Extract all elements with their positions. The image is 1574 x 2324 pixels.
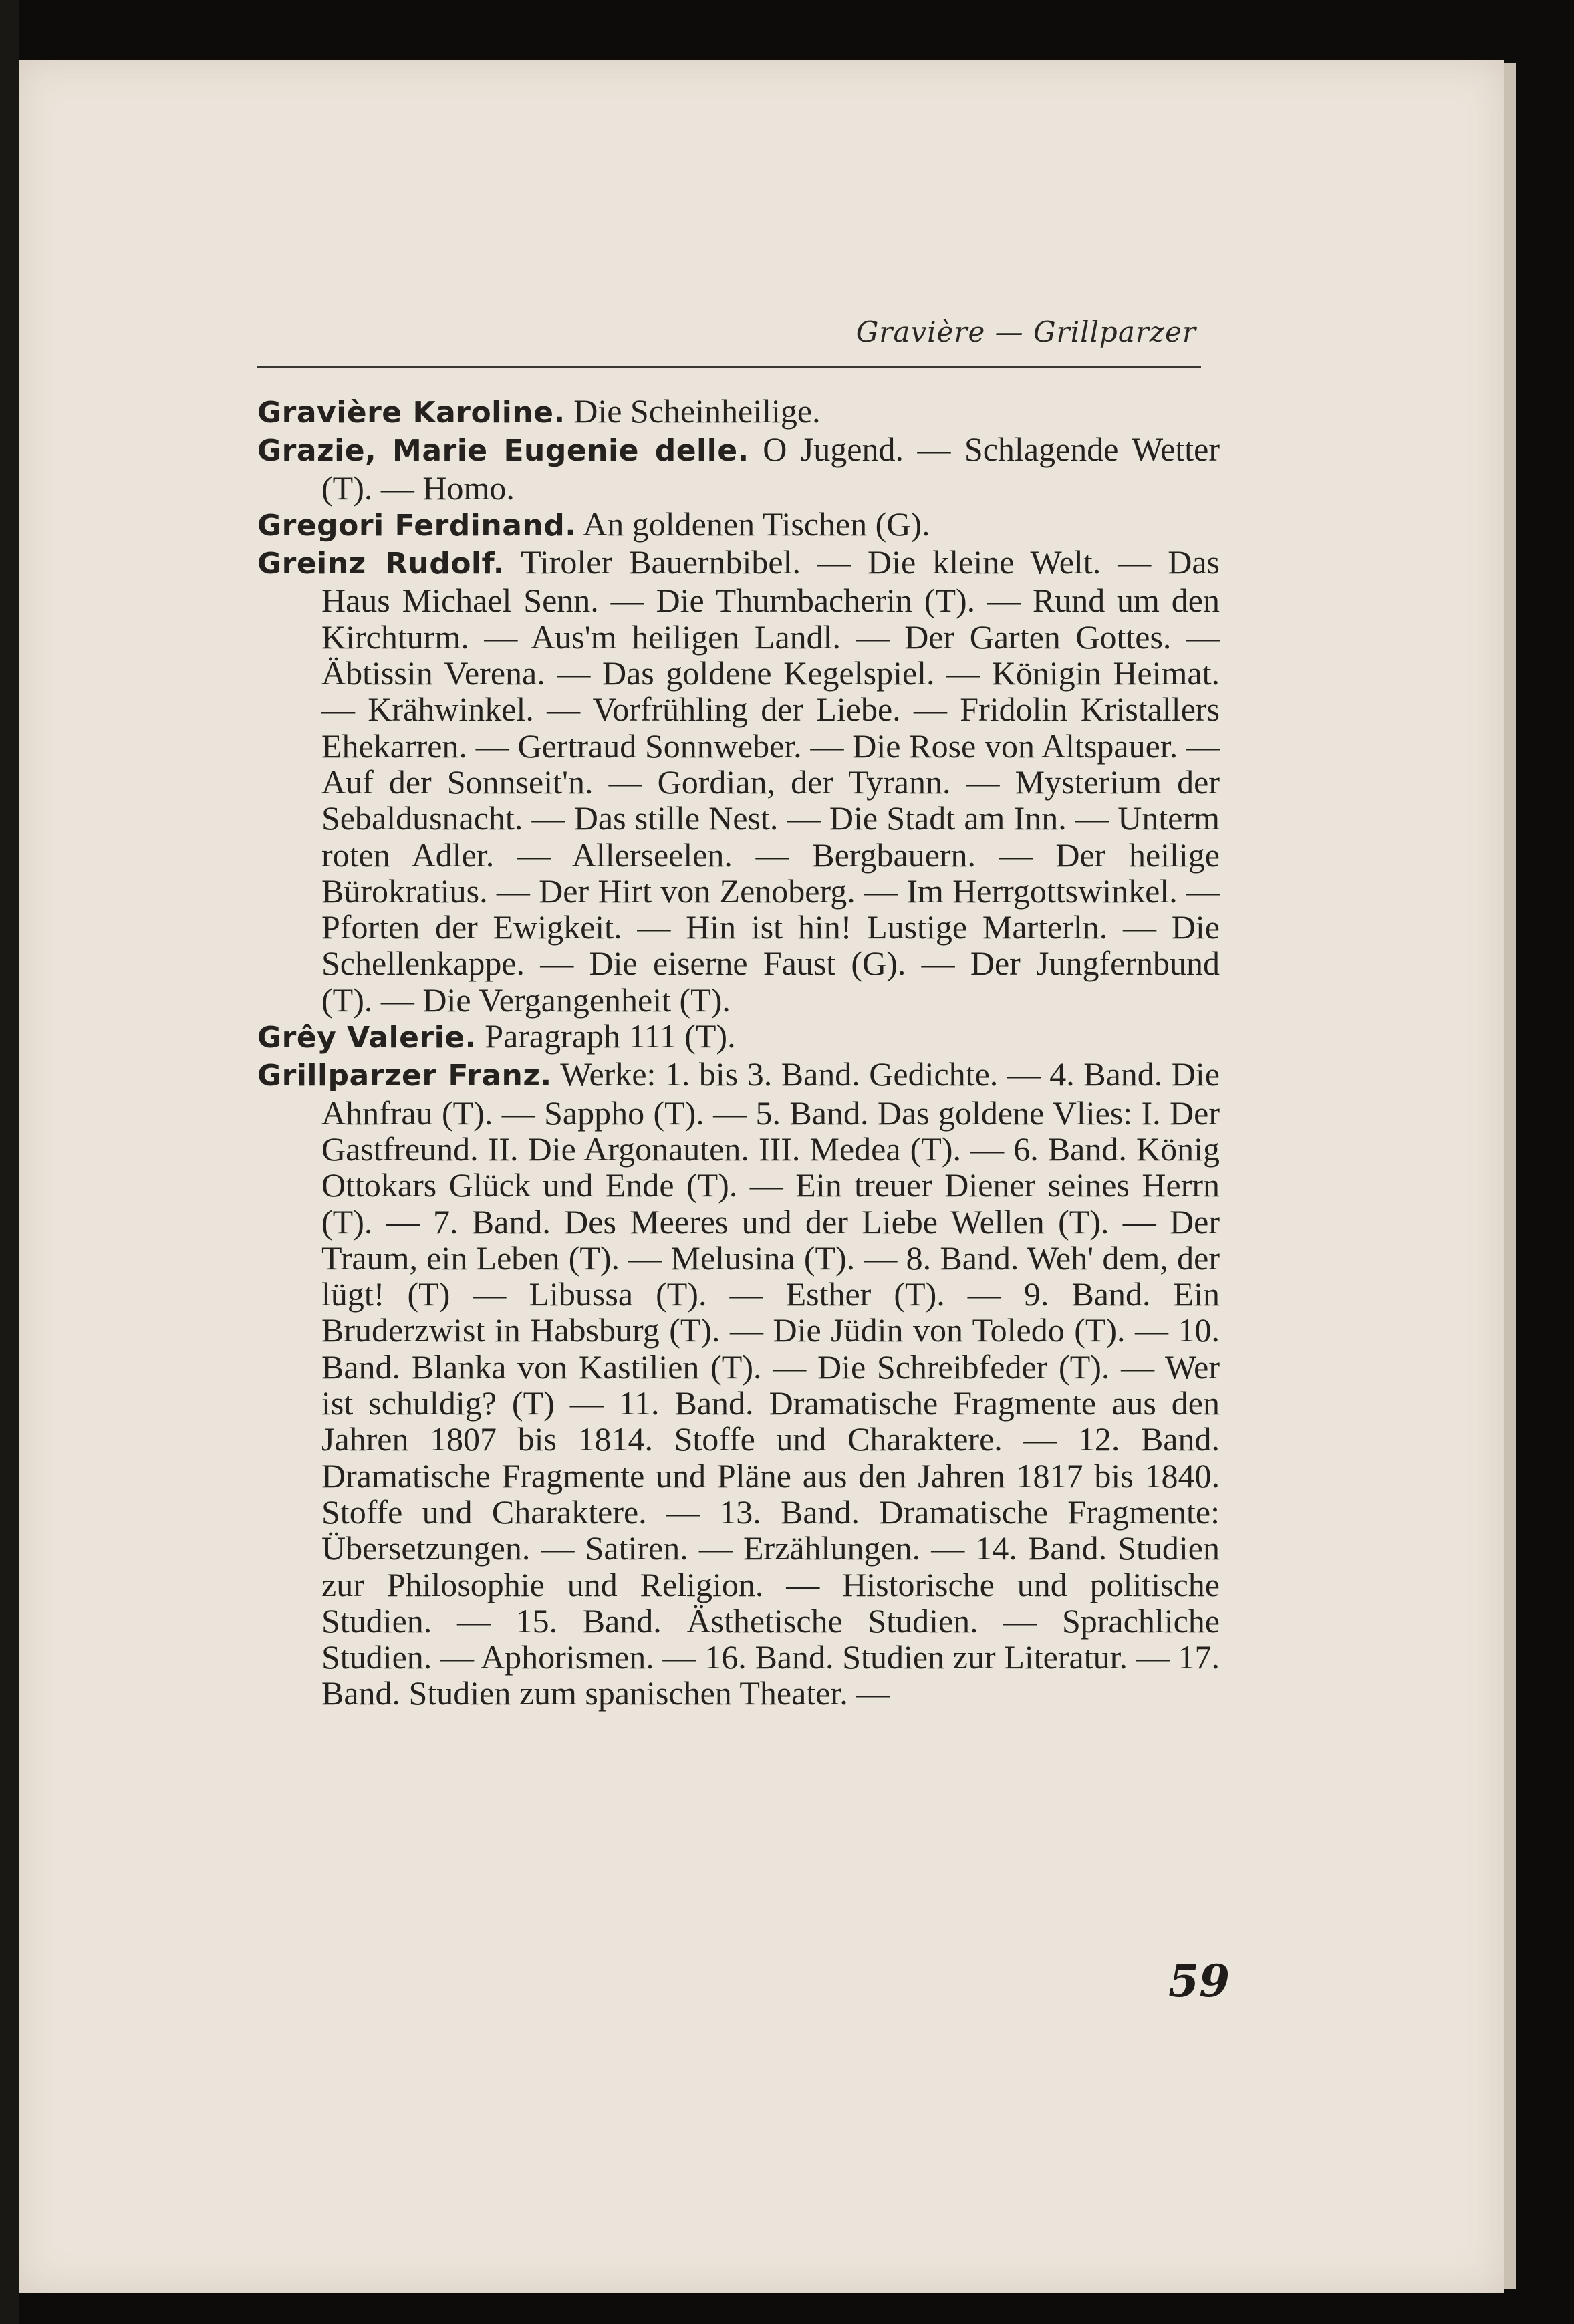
entry-author: Gravière Karoline.: [257, 396, 565, 430]
entry-grey: [257, 1018, 1220, 1056]
bibliography-entries: [257, 393, 1220, 1712]
entry-author: Gregori Ferdinand.: [257, 508, 577, 543]
entry-author: Grazie, Marie Eugenie delle.: [257, 434, 749, 469]
page-edge: [1504, 63, 1516, 2289]
book-spine: [0, 0, 19, 2324]
entry-works: Tiroler Bauernbibel. — Die kleine Welt. — Das Haus Michael Senn. — Die Thurnbacherin (T). — Rund um den Kirchturm. — Aus'm heiligen Landl. — Der Garten Gottes. — Äbtissin Verena. — Das goldene Kegelspiel. — Königin Heimat. — Krähwinkel. — Vorfrühling der Liebe. — Fridolin Kristallers Ehekarren. — Gertraud Sonnweber. — Die Rose von Altspauer. — Auf der Sonnseit'n. — Gordian, der Tyrann. — Mysterium der Sebaldusnacht. — Das stille Nest. — Die Stadt am Inn. — Unterm roten Adler. — Allerseelen. — Bergbauern. — Der heilige Bürokratius. — Der Hirt von Zenoberg. — Im Herrgottswinkel. — Pforten der Ewigkeit. — Hin ist hin! Lustige Marterln. — Die Schellenkappe. — Die eiserne Faust (G). — Der Jungfernbund (T). — Die Vergangenheit (T).: [321, 543, 1220, 1019]
entry-grazie: [257, 431, 1220, 506]
entry-works: Paragraph 111 (T).: [476, 1017, 736, 1055]
entry-works: O Jugend. — Schlagende Wetter (T). — Homo.: [321, 430, 1220, 507]
entry-works: Die Scheinheilige.: [565, 392, 821, 430]
entry-author: Greinz Rudolf.: [257, 547, 505, 582]
entry-author: Grillparzer Franz.: [257, 1059, 552, 1093]
entry-works: Werke: 1. bis 3. Band. Gedichte. — 4. Band. Die Ahnfrau (T). — Sappho (T). — 5. Band. Das goldene Vlies: I. Der Gastfreund. II. Die Argonauten. III. Medea (T). — 6. Band. König Ottokars Glück und Ende (T). — Ein treuer Diener seines Herrn (T). — 7. Band. Des Meeres und der Liebe Wellen (T). — Der Traum, ein Leben (T). — Melusina (T). — 8. Band. Weh' dem, der lügt! (T) — Libussa (T). — Esther (T). — 9. Band. Ein Bruderzwist in Habsburg (T). — Die Jüdin von Toledo (T). — 10. Band. Blanka von Kastilien (T). — Die Schreibfeder (T). — Wer ist schuldig? (T) — 11. Band. Dramatische Fragmente aus den Jahren 1807 bis 1814. Stoffe und Charaktere. — 12. Band. Dramatische Fragmente und Pläne aus den Jahren 1817 bis 1840. Stoffe und Charaktere. — 13. Band. Dramatische Fragmente: Übersetzungen. — Satiren. — Erzählungen. — 14. Band. Studien zur Philosophie und Religion. — Historische und politische Studien. — 15. Band. Ästhetische Studien. — Sprachliche Studien. — Aphorismen. — 16. Band. Studien zur Literatur. — 17. Band. Studien zum spanischen Theater. —: [321, 1055, 1220, 1712]
entry-greinz: [257, 544, 1220, 1018]
running-header: Gravière — Grillparzer: [856, 315, 1196, 348]
page-number: 59: [1168, 1955, 1230, 2007]
entry-works: An goldenen Tischen (G).: [576, 505, 930, 543]
entry-graviere: [257, 393, 1220, 431]
entry-gregori: [257, 506, 1220, 544]
header-rule: [257, 366, 1201, 368]
entry-grillparzer: [257, 1056, 1220, 1711]
entry-author: Grêy Valerie.: [257, 1021, 477, 1055]
